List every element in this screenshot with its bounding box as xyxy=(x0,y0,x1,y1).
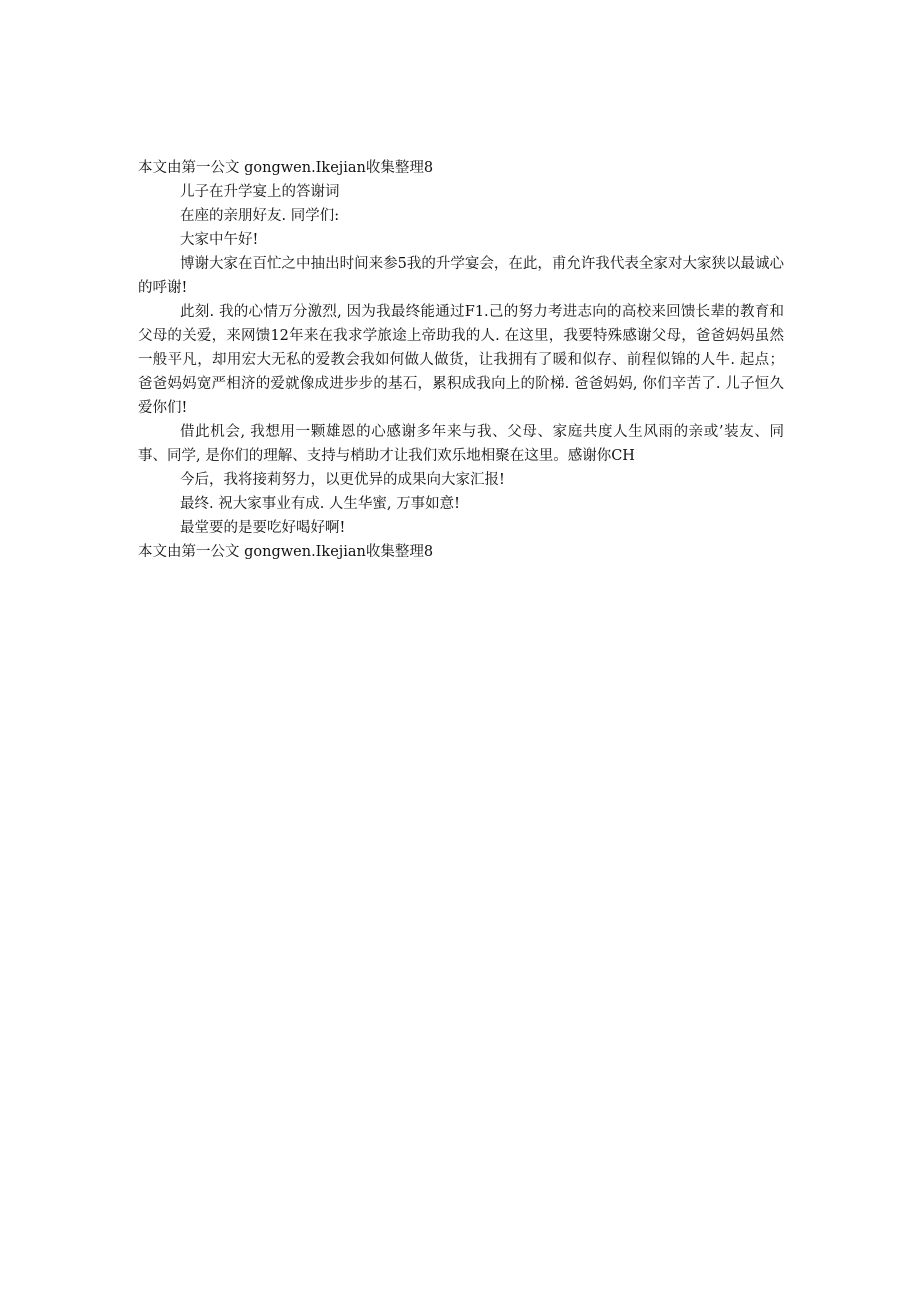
greeting-noon: 大家中午好! xyxy=(180,232,259,248)
paragraph-closing: 最堂要的是要吃好喝好啊! xyxy=(180,520,346,536)
footer-source-prefix: 本文由第一公文 xyxy=(138,544,240,560)
document-title: 儿子在升学宴上的答谢词 xyxy=(180,184,340,200)
paragraph-wishes: 最终. 祝大家事业有成. 人生华蜜, 万事如意! xyxy=(180,496,460,512)
paragraph-gratitude-parents: 此刻. 我的心情万分激烈, 因为我最终能通过F1.己的努力考进志向的高校来回馈长辈的教育和父母的关爱，来网馈12年来在我求学旅途上帝助我的人. 在这里，我要特殊感谢父母，爸爸妈妈虽然一般平凡，却用宏大无私的爱教会我如何做人做货，让我拥有了暖和似存、前程似锦的人牛. 起点；爸爸妈妈宽严相济的爱就像成进步步的基石，累积成我向上的阶梯. 爸爸妈妈, 你们辛苦了. 儿子恒久爱你们! xyxy=(138,304,784,416)
paragraph-future: 今后，我将接莉努力，以更优异的成果向大家汇报! xyxy=(180,472,505,488)
header-source-suffix: gongwen.Ikejian收集整理8 xyxy=(244,160,434,176)
paragraph-gratitude-friends: 借此机会, 我想用一颗雄恩的心感谢多年来与我、父母、家庭共度人生风雨的亲或’装友、同事、同学, 是你们的理解、支持与梢助才让我们欢乐地相聚在这里。感谢你CH xyxy=(138,424,784,464)
footer-source-suffix: gongwen.Ikejian收集整理8 xyxy=(244,544,434,560)
header-source-prefix: 本文由第一公文 xyxy=(138,160,240,176)
footer-source-line xyxy=(138,540,784,564)
document-page xyxy=(138,156,784,564)
paragraph-thanks: 博谢大家在百忙之中抽出时间来参5我的升学宴会，在此，甫允许我代表全家对大家狭以最诚心的呼谢! xyxy=(138,256,784,296)
header-source-line xyxy=(138,156,784,180)
greeting-audience: 在座的亲朋好友. 同学们: xyxy=(180,208,340,224)
